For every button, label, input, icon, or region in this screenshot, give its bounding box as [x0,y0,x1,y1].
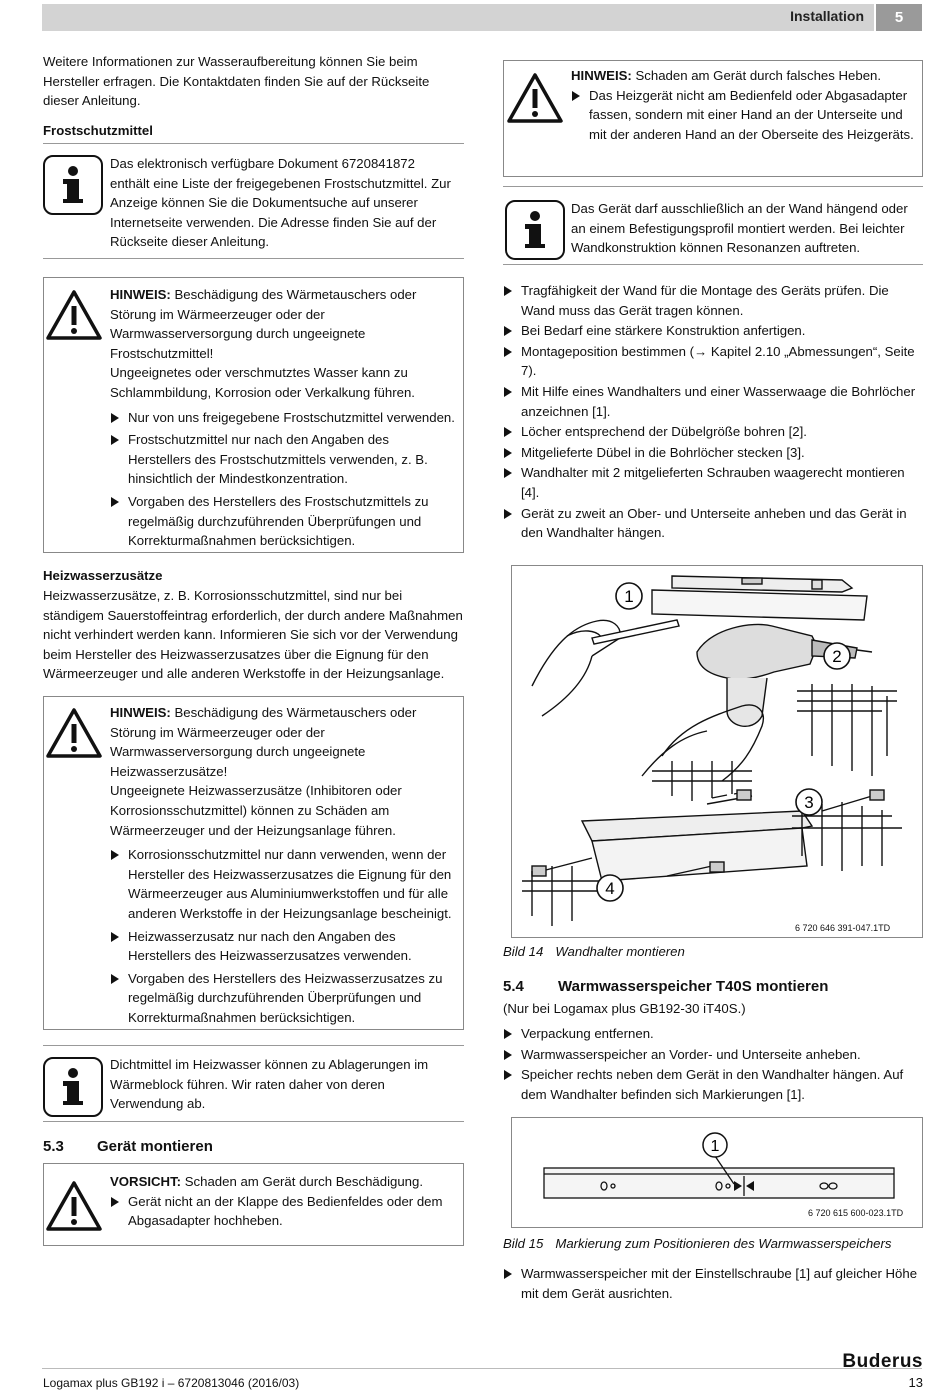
info-icon [43,1057,103,1122]
warning-icon [506,72,564,129]
intro-paragraph: Weitere Informationen zur Wasseraufbereitung können Sie beim Hersteller erfragen. Die Kontaktdaten finden Sie auf der Rückseite dieser Anleitung. [43,54,430,109]
list-item: Das Heizgerät nicht am Bedienfeld oder Abgasadapter fassen, sondern mit einer Hand an der Unterseite und mit der anderen Hand an der Oberseite des Heizgeräts. [571,86,916,145]
notice-content-antifreeze [110,285,455,551]
section-subtitle: (Nur bei Logamax plus GB192-30 iT40S.) [503,1001,746,1016]
section-number: 5.3 [43,1138,64,1155]
notice-text: Beschädigung des Wärmetauschers oder Störung im Wärmeerzeuger oder der Warmwasserversorgung durch ungeeignete Frostschutzmittel! [110,287,417,361]
notice-label: HINWEIS: [110,705,171,720]
additives-paragraph: Heizwasserzusätze, z. B. Korrosionsschutzmittel, sind nur bei ständigem Sauerstoffeintrag erforderlich, der durch andere Maßnahmen nicht verhindert werden kann. Informieren Sie sich vor der Verwendung beim Hersteller des Heizwasserzusatzes über die Eignung für den Wärmeerzeuger und alle anderen Werkstoffe in der Heizungsanlage. [43,588,463,682]
list-item: Gerät nicht an der Klappe des Bedienfeldes oder dem Abgasadapter hochheben. [110,1192,455,1231]
list-item: Vorgaben des Herstellers des Frostschutzmittels zu regelmäßig durchzuführenden Überprüfungen und Korrekturmaßnahmen berücksichtigen. [110,492,455,551]
info-icon [43,155,103,220]
figure-code: 6 720 646 391-047.1TD [795,923,891,933]
list-item: Nur von uns freigegebene Frostschutzmittel verwenden. [110,408,455,428]
warning-icon [45,707,103,764]
info-text-wall: Das Gerät darf ausschließlich an der Wand hängend oder an einem Befestigungsprofil montiert werden. Bei leichter Wandkonstruktion können Resonanzen auftreten. [571,201,908,256]
list-item: Löcher entsprechend der Dübelgröße bohren [2]. [503,422,925,442]
list-item: Montageposition bestimmen (→ Kapitel 2.10 „Abmessungen“, Seite 7). [503,342,925,381]
page-number: 13 [908,1375,923,1390]
callout-3: 3 [804,793,814,812]
figure-wall-bracket [511,565,923,938]
info-text-sealants: Dichtmittel im Heizwasser können zu Ablagerungen im Wärmeblock führen. Wir raten daher von deren Verwendung ab. [110,1057,429,1112]
wall-bracket-illustration [512,566,922,937]
info-box-top-rule [503,186,923,187]
notice-list [110,408,455,551]
notice-label: HINWEIS: [110,287,171,302]
notice-list [571,86,916,145]
brand-logo: Buderus [842,1351,923,1372]
section-number: 5.4 [503,978,524,995]
section-title: Warmwasserspeicher T40S montieren [558,978,829,995]
notice-label: HINWEIS: [571,68,632,83]
caution-label: VORSICHT: [110,1174,182,1189]
section-title: Gerät montieren [97,1138,213,1155]
caption-number: Bild 15 [503,1236,544,1251]
caution-content [110,1172,455,1231]
info-box-bottom-rule [43,1121,464,1122]
figure-caption [503,1236,892,1251]
steps-alignment [503,1264,925,1303]
section-title: Installation [790,8,864,24]
notice-text: Beschädigung des Wärmetauschers oder Störung im Wärmeerzeuger oder der Warmwasserversorgung durch ungeeignete Heizwasserzusätze! [110,705,417,779]
callout-4: 4 [605,879,615,898]
list-item: Gerät zu zweit an Ober- und Unterseite anheben und das Gerät in den Wandhalter hängen. [503,504,925,543]
caption-number: Bild 14 [503,944,544,959]
info-box-top-rule [43,1045,464,1046]
warning-icon [45,1180,103,1237]
steps-mounting [503,281,925,543]
info-box-bottom-rule [503,264,923,265]
list-item: Mitgelieferte Dübel in die Bohrlöcher stecken [3]. [503,443,925,463]
notice-text-2: Ungeeignete Heizwasserzusätze (Inhibitoren oder Korrosionsschutzmittel) können zu Schäden am Wärmeerzeuger und der Heizungsanlage führen. [110,783,402,838]
callout-1: 1 [624,587,634,606]
header-bar [42,4,874,31]
info-box-top-rule [43,143,464,144]
list-item: Speicher rechts neben dem Gerät in den Wandhalter hängen. Auf dem Wandhalter befinden sich Markierungen [1]. [503,1065,925,1104]
list-item: Warmwasserspeicher an Vorder- und Unterseite anheben. [503,1045,925,1065]
callout-2: 2 [832,647,842,666]
notice-text-2: Ungeeignetes oder verschmutztes Wasser kann zu Schlammbildung, Korrosion oder Verkalkung führen. [110,365,415,400]
chapter-badge: 5 [876,4,922,31]
list-item: Heizwasserzusatz nur nach den Angaben des Herstellers des Heizwasserzusatzes verwenden. [110,927,455,966]
list-item: Frostschutzmittel nur nach den Angaben des Herstellers des Frostschutzmittels verwenden, z. B. hinsichtlich der Mindestkonzentration. [110,430,455,489]
list-item: Wandhalter mit 2 mitgelieferten Schrauben waagerecht montieren [4]. [503,463,925,502]
figure-code: 6 720 615 600-023.1TD [808,1208,904,1218]
list-item: Vorgaben des Herstellers des Heizwasserzusatzes zu regelmäßig durchzuführenden Überprüfungen und Korrekturmaßnahmen berücksichtigen. [110,969,455,1028]
caption-text: Wandhalter montieren [555,944,685,959]
list-item: Warmwasserspeicher mit der Einstellschraube [1] auf gleicher Höhe mit dem Gerät ausrichten. [503,1264,925,1303]
footer-document-id: Logamax plus GB192 i – 6720813046 (2016/03) [43,1376,300,1390]
list-item: Korrosionsschutzmittel nur dann verwenden, wenn der Hersteller des Heizwasserzusatzes die Eignung für den Wärmeerzeuger aus Aluminiumwerkstoffen und für alle anderen Werkstoffe in der Heizungsanlage bescheinigt. [110,845,455,923]
caution-text: Schaden am Gerät durch Beschädigung. [181,1174,423,1189]
figure-caption [503,944,685,959]
list-item: Mit Hilfe eines Wandhalters und einer Wasserwaage die Bohrlöcher anzeichnen [1]. [503,382,925,421]
frost-heading: Frostschutzmittel [43,123,153,138]
caution-list [110,1192,455,1231]
list-item: Verpackung entfernen. [503,1024,925,1044]
info-text-antifreeze: Das elektronisch verfügbare Dokument 6720841872 enthält eine Liste der freigegebenen Frostschutzmittel. Zur Anzeige können Sie die Dokumentsuche auf unserer Internetseite verwenden. Die Adresse finden Sie auf der Rückseite dieser Anleitung. [110,156,451,250]
additives-heading: Heizwasserzusätze [43,568,163,583]
notice-list [110,845,455,1027]
steps-storage-tank [503,1024,925,1104]
notice-text: Schaden am Gerät durch falsches Heben. [631,68,882,83]
list-item: Bei Bedarf eine stärkere Konstruktion anfertigen. [503,321,925,341]
warning-icon [45,289,103,346]
footer-rule [42,1368,922,1369]
info-box-bottom-rule [43,258,464,259]
notice-content-lifting [571,66,916,144]
notice-content-additives [110,703,455,1028]
info-icon [505,200,565,265]
caption-text: Markierung zum Positionieren des Warmwasserspeichers [555,1236,892,1251]
callout-1: 1 [710,1138,720,1155]
list-item: Tragfähigkeit der Wand für die Montage des Geräts prüfen. Die Wand muss das Gerät tragen können. [503,281,925,320]
